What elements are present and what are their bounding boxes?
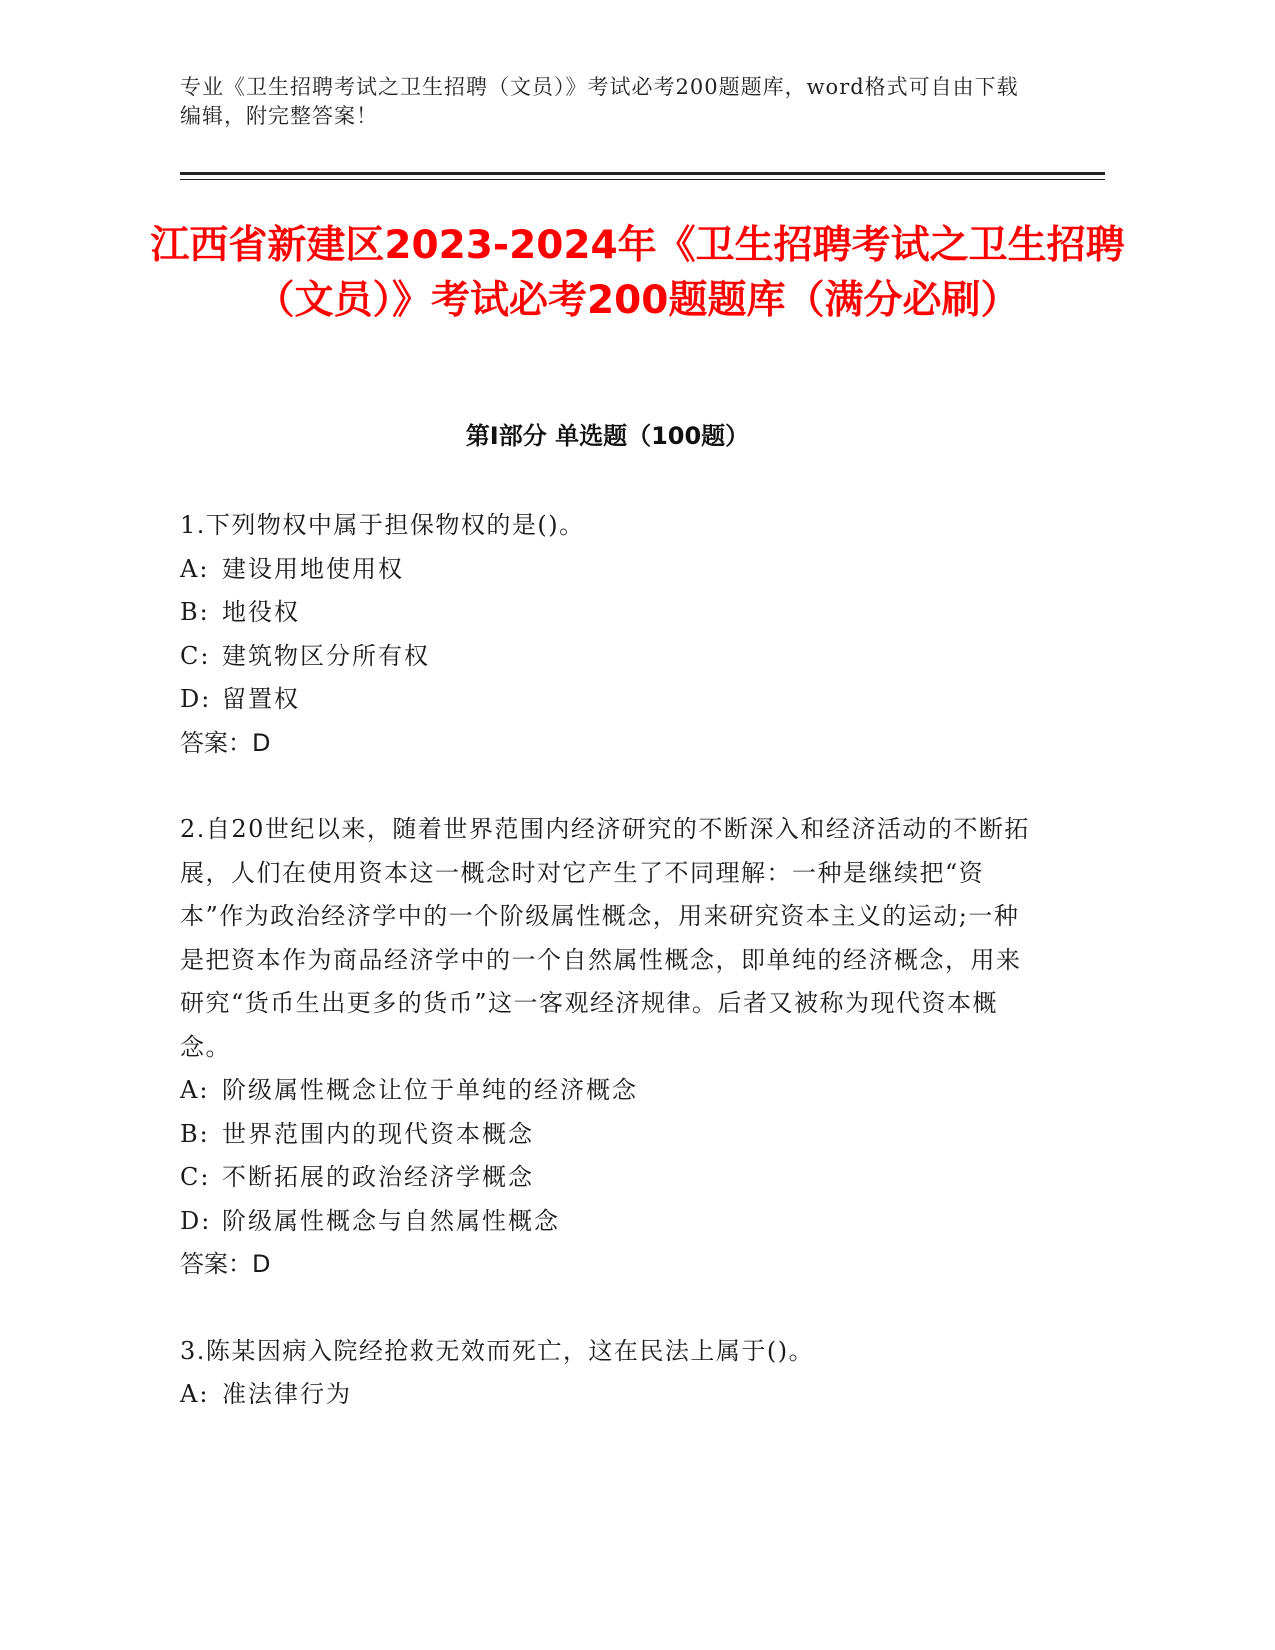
option-d	[180, 1200, 1030, 1244]
option-d	[180, 678, 1030, 722]
option-a	[180, 548, 1030, 592]
option-c	[180, 1156, 1030, 1200]
option-key: A:	[180, 1076, 210, 1104]
option-a	[180, 1069, 1030, 1113]
answer-line: 答案：D	[180, 728, 271, 757]
option-a	[180, 1373, 1030, 1417]
option-b	[180, 591, 1030, 635]
option-c	[180, 635, 1030, 679]
option-key: D:	[180, 685, 212, 713]
question-1	[180, 504, 1030, 765]
option-text: 阶级属性概念让位于单纯的经济概念	[222, 1076, 638, 1104]
option-text: 地役权	[222, 598, 300, 626]
option-key: B:	[180, 598, 210, 626]
question-list	[180, 504, 1030, 1460]
option-text: 准法律行为	[222, 1380, 352, 1408]
option-key: A:	[180, 554, 210, 583]
header-note: 专业《卫生招聘考试之卫生招聘（文员）》考试必考200题题库，word格式可自由下载编辑，附完整答案！	[180, 75, 1019, 128]
option-text: 留置权	[222, 685, 300, 713]
option-key: B:	[180, 1119, 210, 1148]
option-key: C:	[180, 641, 211, 670]
option-text: 世界范围内的现代资本概念	[222, 1119, 534, 1148]
option-key: C:	[180, 1163, 211, 1191]
section-heading: 第I部分 单选题（100题）	[465, 422, 750, 450]
option-key: A:	[180, 1380, 210, 1408]
option-b	[180, 1113, 1030, 1157]
option-text: 建筑物区分所有权	[222, 641, 430, 670]
option-key: D:	[180, 1206, 212, 1235]
header-rule-thin	[180, 179, 1105, 180]
document-title: 江西省新建区2023-2024年《卫生招聘考试之卫生招聘（文员）》考试必考200题题库（满分必刷）	[150, 223, 1125, 323]
question-3	[180, 1330, 1030, 1417]
question-2	[180, 808, 1030, 1287]
option-text: 建设用地使用权	[222, 554, 404, 583]
question-stem: 1.下列物权中属于担保物权的是()。	[180, 511, 585, 539]
option-text: 不断拓展的政治经济学概念	[222, 1163, 534, 1191]
header-rule-thick	[180, 172, 1105, 175]
question-stem: 2.自20世纪以来，随着世界范围内经济研究的不断深入和经济活动的不断拓展，人们在使用资本这一概念时对它产生了不同理解：一种是继续把“资本”作为政治经济学中的一个阶级属性概念，用来研究资本主义的运动;一种是把资本作为商品经济学中的一个自然属性概念，即单纯的经济概念，用来研究“货币生出更多的货币”这一客观经济规律。后者又被称为现代资本概念。	[180, 815, 1030, 1061]
question-stem: 3.陈某因病入院经抢救无效而死亡，这在民法上属于()。	[180, 1336, 815, 1365]
option-text: 阶级属性概念与自然属性概念	[222, 1206, 560, 1235]
answer-line: 答案：D	[180, 1250, 271, 1278]
